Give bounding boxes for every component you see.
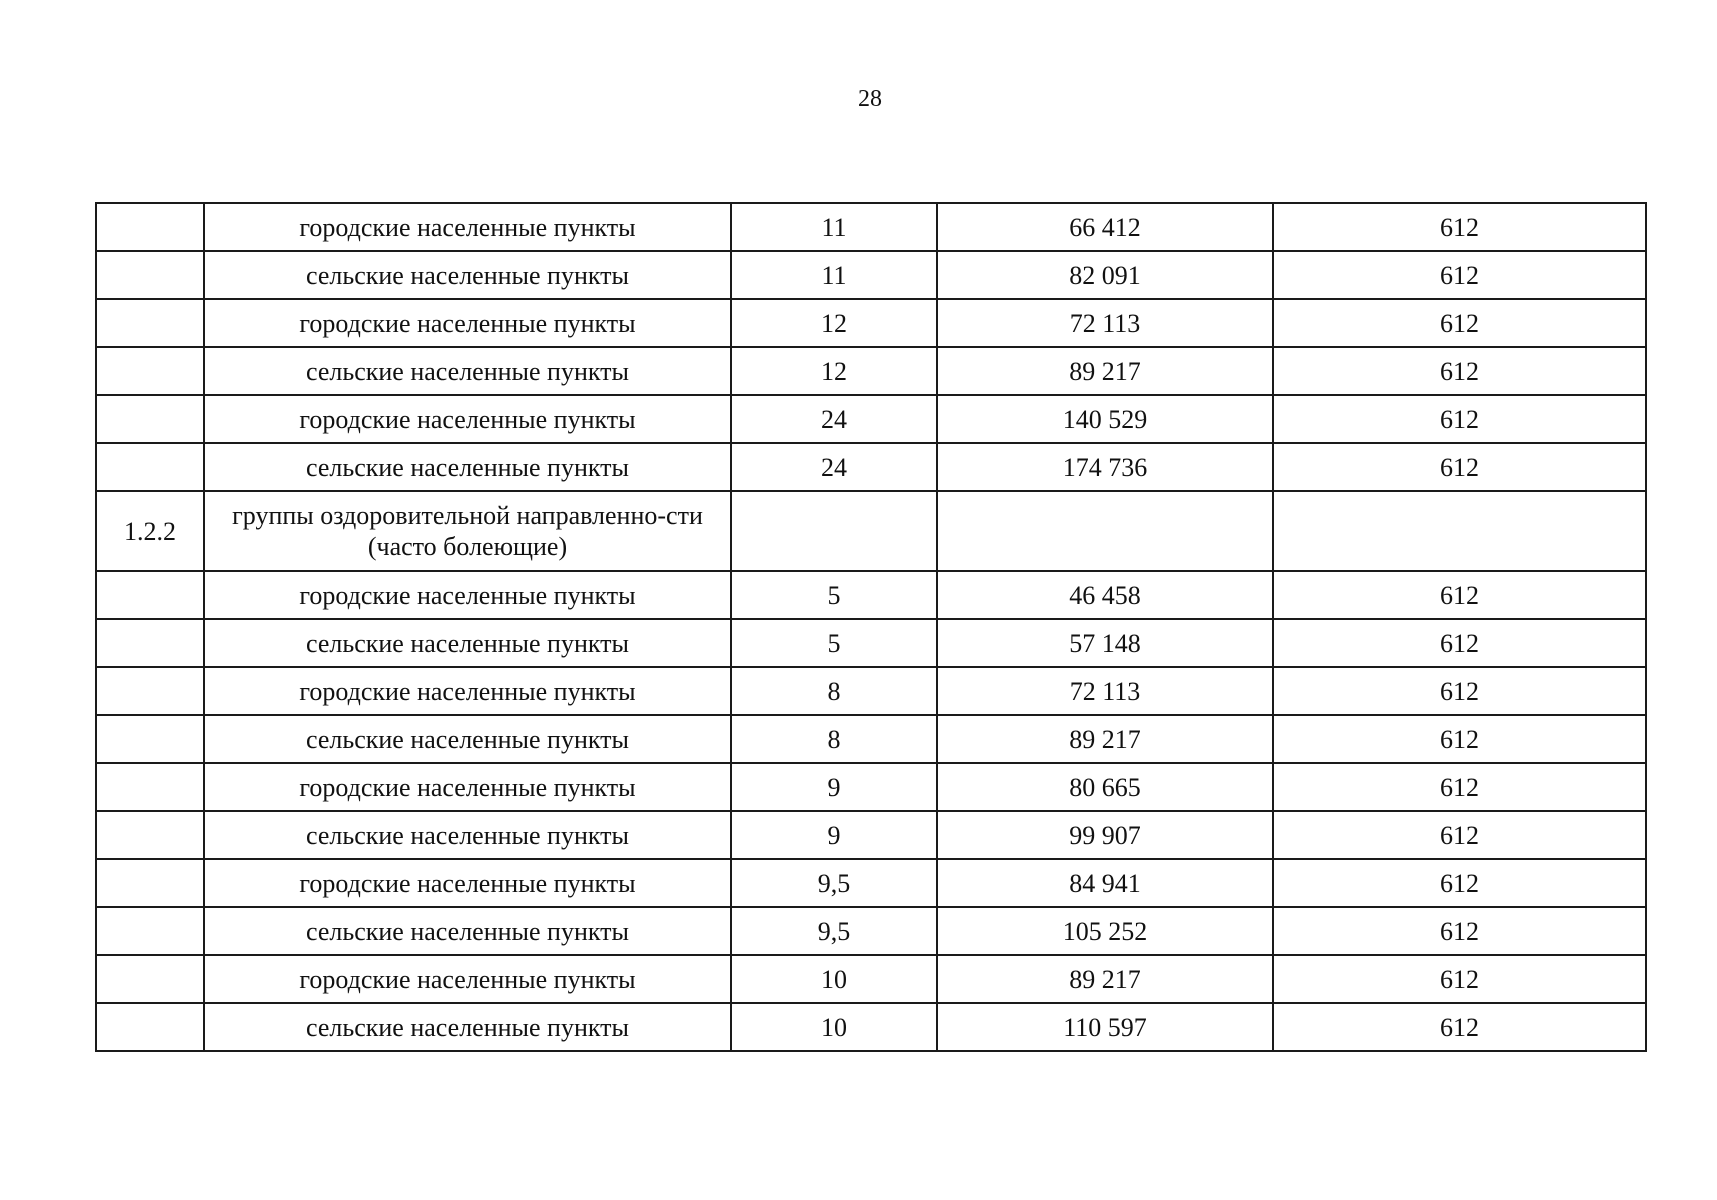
settlement-type-cell: сельские населенные пункты [204, 443, 731, 491]
table-row [96, 395, 1646, 443]
value-a-cell: 10 [731, 1003, 937, 1051]
settlement-type-cell: городские населенные пункты [204, 955, 731, 1003]
value-b-cell: 46 458 [937, 571, 1273, 619]
value-b-cell: 140 529 [937, 395, 1273, 443]
row-number-cell [96, 859, 204, 907]
value-b-cell: 72 113 [937, 299, 1273, 347]
data-table [95, 202, 1647, 1052]
settlement-type-cell: городские населенные пункты [204, 571, 731, 619]
row-number-cell: 1.2.2 [96, 491, 204, 571]
row-number-cell [96, 347, 204, 395]
row-number-cell [96, 395, 204, 443]
value-b-cell: 105 252 [937, 907, 1273, 955]
value-c-cell: 612 [1273, 395, 1646, 443]
table-row [96, 251, 1646, 299]
value-c-cell: 612 [1273, 763, 1646, 811]
value-c-cell: 612 [1273, 203, 1646, 251]
row-number-cell [96, 1003, 204, 1051]
value-b-cell: 82 091 [937, 251, 1273, 299]
value-a-cell: 24 [731, 395, 937, 443]
value-a-cell: 8 [731, 667, 937, 715]
value-b-cell [937, 491, 1273, 571]
settlement-type-cell: городские населенные пункты [204, 299, 731, 347]
value-b-cell: 89 217 [937, 955, 1273, 1003]
value-a-cell: 9,5 [731, 859, 937, 907]
value-b-cell: 89 217 [937, 347, 1273, 395]
row-number-cell [96, 619, 204, 667]
value-a-cell [731, 491, 937, 571]
value-a-cell: 9 [731, 763, 937, 811]
table-row [96, 811, 1646, 859]
value-b-cell: 72 113 [937, 667, 1273, 715]
settlement-type-cell: сельские населенные пункты [204, 347, 731, 395]
row-number-cell [96, 571, 204, 619]
value-c-cell: 612 [1273, 907, 1646, 955]
value-c-cell: 612 [1273, 299, 1646, 347]
section-title-cell: группы оздоровительной направленно-сти (часто болеющие) [204, 491, 731, 571]
value-c-cell: 612 [1273, 715, 1646, 763]
row-number-cell [96, 715, 204, 763]
value-c-cell: 612 [1273, 443, 1646, 491]
settlement-type-cell: городские населенные пункты [204, 763, 731, 811]
table-row [96, 619, 1646, 667]
settlement-type-cell: сельские населенные пункты [204, 715, 731, 763]
settlement-type-cell: городские населенные пункты [204, 667, 731, 715]
value-c-cell: 612 [1273, 571, 1646, 619]
value-c-cell: 612 [1273, 251, 1646, 299]
value-a-cell: 5 [731, 619, 937, 667]
row-number-cell [96, 955, 204, 1003]
row-number-cell [96, 811, 204, 859]
value-c-cell: 612 [1273, 811, 1646, 859]
row-number-cell [96, 763, 204, 811]
row-number-cell [96, 443, 204, 491]
table-row [96, 955, 1646, 1003]
table-row [96, 203, 1646, 251]
value-a-cell: 8 [731, 715, 937, 763]
value-a-cell: 5 [731, 571, 937, 619]
value-a-cell: 9,5 [731, 907, 937, 955]
value-a-cell: 10 [731, 955, 937, 1003]
value-c-cell: 612 [1273, 1003, 1646, 1051]
settlement-type-cell: городские населенные пункты [204, 203, 731, 251]
value-c-cell: 612 [1273, 955, 1646, 1003]
settlement-type-cell: сельские населенные пункты [204, 907, 731, 955]
value-a-cell: 9 [731, 811, 937, 859]
value-b-cell: 57 148 [937, 619, 1273, 667]
row-number-cell [96, 203, 204, 251]
table-row [96, 907, 1646, 955]
value-a-cell: 11 [731, 251, 937, 299]
table-row [96, 715, 1646, 763]
row-number-cell [96, 667, 204, 715]
value-b-cell: 80 665 [937, 763, 1273, 811]
page-number: 28 [858, 86, 882, 112]
value-c-cell [1273, 491, 1646, 571]
settlement-type-cell: сельские населенные пункты [204, 251, 731, 299]
value-a-cell: 11 [731, 203, 937, 251]
table-row [96, 667, 1646, 715]
row-number-cell [96, 299, 204, 347]
settlement-type-cell: сельские населенные пункты [204, 811, 731, 859]
value-b-cell: 174 736 [937, 443, 1273, 491]
table-row [96, 859, 1646, 907]
value-a-cell: 24 [731, 443, 937, 491]
settlement-type-cell: городские населенные пункты [204, 395, 731, 443]
value-a-cell: 12 [731, 299, 937, 347]
table-row-section-header [96, 491, 1646, 571]
value-c-cell: 612 [1273, 859, 1646, 907]
settlement-type-cell: сельские населенные пункты [204, 1003, 731, 1051]
value-c-cell: 612 [1273, 667, 1646, 715]
table-row [96, 347, 1646, 395]
table-row [96, 571, 1646, 619]
value-b-cell: 66 412 [937, 203, 1273, 251]
table-row [96, 763, 1646, 811]
row-number-cell [96, 251, 204, 299]
value-b-cell: 89 217 [937, 715, 1273, 763]
value-c-cell: 612 [1273, 347, 1646, 395]
value-b-cell: 84 941 [937, 859, 1273, 907]
table-row [96, 443, 1646, 491]
settlement-type-cell: городские населенные пункты [204, 859, 731, 907]
value-a-cell: 12 [731, 347, 937, 395]
value-b-cell: 99 907 [937, 811, 1273, 859]
table-row [96, 1003, 1646, 1051]
value-c-cell: 612 [1273, 619, 1646, 667]
value-b-cell: 110 597 [937, 1003, 1273, 1051]
table-row [96, 299, 1646, 347]
row-number-cell [96, 907, 204, 955]
settlement-type-cell: сельские населенные пункты [204, 619, 731, 667]
